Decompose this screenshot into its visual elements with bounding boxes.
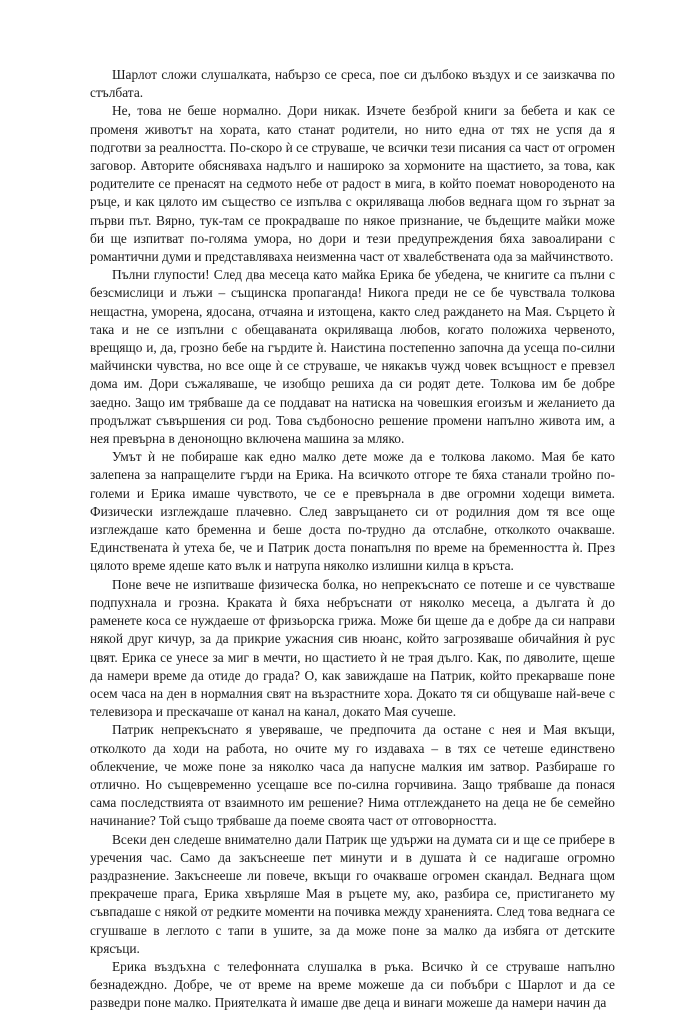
paragraph: Ерика въздъхна с телефонната слушалка в ръка. Всичко ѝ се струваше напълно безнадеждно. Добре, че от време на време можеше да си побъбри с Шарлот и да се разведри поне малко. Приятелката ѝ имаше две деца и винаги можеше да намери начин да xyxy=(90,958,615,1011)
paragraph: Не, това не беше нормално. Дори никак. Изчете безброй книги за бебета и как се променя животът на хората, като станат родители, но нито една от тях не успя да я подготви за реалността. По-скоро ѝ се струваше, че всички тези писания са част от огромен заговор. Авторите обясняваха надълго и нашироко за хормоните на щастието, за това, как родителите се пренасят на седмото небе от радост в мига, в който поемат новороденото на ръце, и как цялото им същество се изпълва с окриляваща любов веднага щом го зърнат за първи път. Вярно, тук-там се прокрадваше по някое признание, че бъдещите майки може би ще изпитват по-голяма умора, но дори и тези предупреждения бяха завоалирани с романтични думи и представляваха неизменна част от хвалебствената ода за майчинството. xyxy=(90,103,615,265)
paragraph: Поне вече не изпитваше физическа болка, но непрекъснато се потеше и се чувстваше подпухнала и грозна. Краката ѝ бяха небръснати от няколко месеца, а дългата ѝ до раменете коса се нуждаеше от фризьорска грижа. Може би щеше да е добре да си направи някой друг кичур, за да прикрие ужасния сив нюанс, който загрозяваше обичайния ѝ рус цвят. Ерика се унесе за миг в мечти, но щастието ѝ не трая дълго. Как, по дяволите, щеше да намери време да отиде до града? О, как завиждаше на Патрик, който прекарваше поне осем часа на ден в нормалния свят на възрастните хора. Докато тя си общуваше най-вече с телевизора и прескачаше от канал на канал, докато Мая сучеше. xyxy=(90,576,615,720)
paragraph: Шарлот сложи слушалката, набързо се среса, пое си дълбоко въздух и се заизкачва по стълбата. xyxy=(90,67,615,101)
paragraph: Умът ѝ не побираше как едно малко дете може да е толкова лакомо. Мая бе като залепена за напращелите гърди на Ерика. На всичкото отгоре те бяха станали тройно по-големи и Ерика имаше чувството, че се е превърнала в две огромни ходещи вимета. Физически изглеждаше плачевно. След завръщането си от родилния дом тя все още изглеждаше като бременна и беше доста по-трудно да отслабне, отколкото очакваше. Единствената ѝ утеха бе, че и Патрик доста понапълня по време на бременността ѝ. През цялото време ядеше като вълк и натрупа няколко излишни килца в кръста. xyxy=(90,449,615,574)
paragraph: Патрик непрекъснато я уверяваше, че предпочита да остане с нея и Мая вкъщи, отколкото да ходи на работа, но очите му го издаваха – в тях се четеше единствено облекчение, че може поне за няколко часа да напусне малкия им затвор. Разбираше го отлично. Но същевременно усещаше все по-силна горчивина. Защо трябваше да понася сама последствията от взаимното им решение? Нима отглеждането на деца не бе семейно начинание? Той също трябваше да поеме своята част от отговорността. xyxy=(90,722,615,829)
paragraph: Пълни глупости! След два месеца като майка Ерика бе убедена, че книгите са пълни с безсмислици и лъжи – същинска пропаганда! Никога преди не се бе чувствала толкова нещастна, уморена, ядосана, отчаяна и изтощена, както след раждането на Мая. Сърцето ѝ така и не се изпълни с обещаваната окриляваща любов, когато положиха червеното, врещящо и, да, грозно бебе на гърдите ѝ. Наистина постепенно започна да усеща по-силни майчински чувства, но все още ѝ се струваше, че някакъв чужд човек всъщност е превзел дома им. Дори съжаляваше, че изобщо решиха да си родят дете. Толкова им бе добре заедно. Защо им трябваше да се поддават на натиска на човешкия егоизъм и желанието да продължат съвършения си род. Това съдбоносно решение промени напълно живота им, а нея превърна в денонощно включена машина за мляко. xyxy=(90,267,615,447)
paragraph: Всеки ден следеше внимателно дали Патрик ще удържи на думата си и ще се прибере в уречения час. Само да закъснееше пет минути и в душата ѝ се надигаше огромно раздразнение. Закъснееше ли повече, вкъщи го очакваше огромен скандал. Веднага щом прекрачеше прага, Ерика хвърляше Мая в ръцете му, ако, разбира се, пристигането му съвпадаше с някой от редките моменти на почивка между храненията. След това веднага се сгушваше в леглото с тапи в ушите, за да може поне за малко да избяга от детските крясъци. xyxy=(90,831,615,956)
body-text xyxy=(90,66,615,1013)
